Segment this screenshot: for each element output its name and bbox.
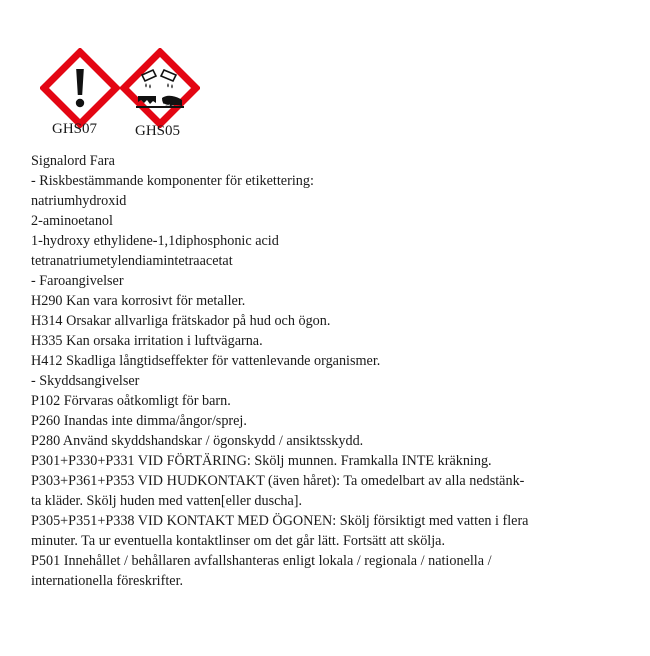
signal-word: Signalord Fara <box>31 153 115 169</box>
pictogram-ghs07 <box>40 48 120 137</box>
component: tetranatriumetylendiamintetraacetat <box>31 253 233 269</box>
hazard-statement: H290 Kan vara korrosivt för metaller. <box>31 293 246 309</box>
precautionary-statement: internationella föreskrifter. <box>31 573 184 589</box>
section-heading: - Riskbestämmande komponenter för etikettering: <box>31 173 314 189</box>
precautionary-statement: P303+P361+P353 VID HUDKONTAKT (även håret): Ta omedelbart av alla nedstänk- <box>31 473 525 489</box>
exclamation-mark-icon <box>40 48 120 128</box>
section-heading: - Faroangivelser <box>31 273 124 289</box>
component: natriumhydroxid <box>31 193 127 209</box>
precautionary-statement: minuter. Ta ur eventuella kontaktlinser om det går lätt. Fortsätt att skölja. <box>31 533 446 549</box>
pictogram-ghs05 <box>120 48 200 139</box>
precautionary-statement: ta kläder. Skölj huden med vatten[eller duscha]. <box>31 493 303 509</box>
precautionary-statement: P102 Förvaras oåtkomligt för barn. <box>31 393 231 409</box>
hazard-statement: H412 Skadliga långtidseffekter för vattenlevande organismer. <box>31 353 381 369</box>
hazard-statement: H314 Orsakar allvarliga frätskador på hud och ögon. <box>31 313 331 329</box>
component: 2-aminoetanol <box>31 213 113 229</box>
corrosion-icon <box>120 48 200 128</box>
precautionary-statement: P260 Inandas inte dimma/ångor/sprej. <box>31 413 247 429</box>
precautionary-statement: P501 Innehållet / behållaren avfallshanteras enligt lokala / regionala / nationella / <box>31 553 492 569</box>
pictogram-code: GHS07 <box>52 121 98 137</box>
hazard-statement: H335 Kan orsaka irritation i luftvägarna. <box>31 333 263 349</box>
precautionary-statement: P280 Använd skyddshandskar / ögonskydd / ansiktsskydd. <box>31 433 364 449</box>
hazard-statements <box>31 151 621 591</box>
pictogram-code: GHS05 <box>135 123 181 139</box>
component: 1-hydroxy ethylidene-1,1diphosphonic acid <box>31 233 279 249</box>
section-heading: - Skyddsangivelser <box>31 373 140 389</box>
hazard-pictograms <box>40 48 210 148</box>
precautionary-statement: P301+P330+P331 VID FÖRTÄRING: Skölj munnen. Framkalla INTE kräkning. <box>31 453 492 469</box>
precautionary-statement: P305+P351+P338 VID KONTAKT MED ÖGONEN: Skölj försiktigt med vatten i flera <box>31 513 529 529</box>
